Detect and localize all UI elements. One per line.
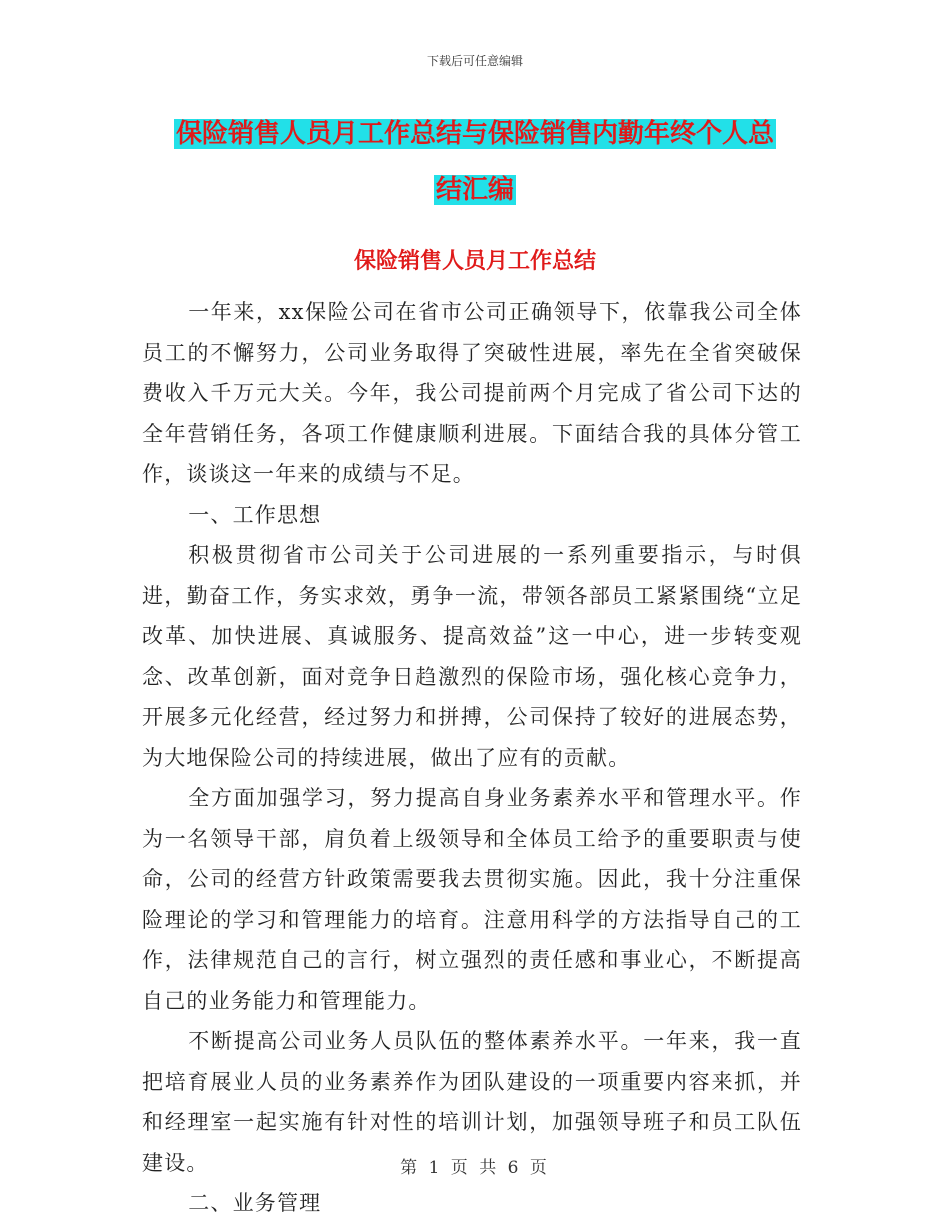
paragraph-intro: 一年来，xx保险公司在省市公司正确领导下，依靠我公司全体员工的不懈努力，公司业务取得了突破性进展，率先在全省突破保费收入千万元大关。今年，我公司提前两个月完成了省公司下达的全年营销任务，各项工作健康顺利进展。下面结合我的具体分管工作，谈谈这一年来的成绩与不足。 bbox=[142, 300, 802, 486]
section-title: 保险销售人员月工作总结 bbox=[353, 248, 596, 274]
page-header-note: 下载后可任意编辑 bbox=[426, 54, 523, 68]
document-title bbox=[0, 106, 950, 218]
heading-work-thought: 一、工作思想 bbox=[188, 502, 322, 527]
page-number: 第 1 页 共 6 页 bbox=[400, 1158, 550, 1178]
paragraph-work-thought: 积极贯彻省市公司关于公司进展的一系列重要指示，与时俱进，勤奋工作，务实求效，勇争一流，带领各部员工紧紧围绕“立足改革、加快进展、真诚服务、提高效益”这一中心，进一步转变观念、改革创新，面对竞争日趋激烈的保险市场，强化核心竞争力，开展多元化经营，经过努力和拼搏，公司保持了较好的进展态势，为大地保险公司的持续进展，做出了应有的贡献。 bbox=[142, 543, 802, 770]
paragraph-study: 全方面加强学习，努力提高自身业务素养水平和管理水平。作为一名领导干部，肩负着上级领导和全体员工给予的重要职责与使命，公司的经营方针政策需要我去贯彻实施。因此，我十分注重保险理论的学习和管理能力的培育。注意用科学的方法指导自己的工作，法律规范自己的言行，树立强烈的责任感和事业心，不断提高自己的业务能力和管理能力。 bbox=[142, 786, 802, 1013]
document-title-line-1: 保险销售人员月工作总结与保险销售内勤年终个人总 bbox=[175, 119, 774, 149]
body-text bbox=[142, 292, 802, 1224]
document-title-line-2: 结汇编 bbox=[435, 175, 514, 205]
paragraph-team: 不断提高公司业务人员队伍的整体素养水平。一年来，我一直把培育展业人员的业务素养作为团队建设的一项重要内容来抓，并和经理室一起实施有针对性的培训计划，加强领导班子和员工队伍建设。 bbox=[142, 1029, 802, 1175]
heading-business-management: 二、业务管理 bbox=[188, 1191, 322, 1215]
